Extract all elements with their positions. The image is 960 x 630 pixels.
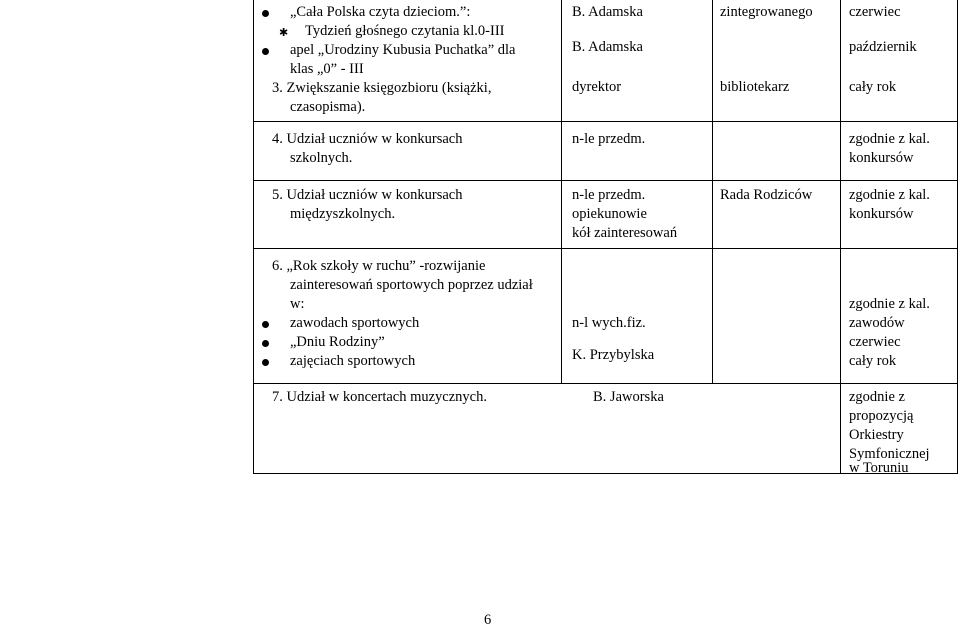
row7-task: 7. Udział w koncertach muzycznych. <box>272 389 487 405</box>
row-divider-2 <box>253 180 958 181</box>
row4-task-line2: szkolnych. <box>290 150 353 166</box>
row6-bullet1: zawodach sportowych <box>290 315 420 331</box>
row6-date-line3: czerwiec <box>849 334 901 350</box>
row5-date-line2: konkursów <box>849 206 914 222</box>
row6-responsible-line2: K. Przybylska <box>572 347 655 363</box>
row7-date-line3: Orkiestry <box>849 427 904 443</box>
row4-task-line1: 4. Udział uczniów w konkursach <box>272 131 463 147</box>
row-divider-4 <box>253 383 958 384</box>
bullet-icon <box>262 340 269 347</box>
row1-item3-line1: 3. Zwiększanie księgozbioru (książki, <box>272 80 492 96</box>
row1-date-a: czerwiec <box>849 4 901 20</box>
col-divider-3 <box>840 0 841 474</box>
row4-date-line2: konkursów <box>849 150 914 166</box>
row1-cooperation-c: bibliotekarz <box>720 79 790 95</box>
row6-task-line2: zainteresowań sportowych poprzez udział <box>290 277 533 293</box>
row-divider-3 <box>253 248 958 249</box>
row7-date-line1: zgodnie z <box>849 389 905 405</box>
bullet-icon <box>262 359 269 366</box>
row6-task-line1: 6. „Rok szkoły w ruchu” -rozwijanie <box>272 258 486 274</box>
col-divider-2 <box>712 0 713 383</box>
row5-responsible-line2: opiekunowie <box>572 206 647 222</box>
row1-star-text: Tydzień głośnego czytania kl.0-III <box>305 23 505 39</box>
row4-date-line1: zgodnie z kal. <box>849 131 930 147</box>
row6-bullet2: „Dniu Rodziny” <box>290 334 385 350</box>
row-divider-1 <box>253 121 958 122</box>
table-right-border <box>957 0 958 474</box>
row1-bullet1-text: „Cała Polska czyta dzieciom.”: <box>290 4 471 20</box>
page-number: 6 <box>484 612 492 628</box>
row5-task-line1: 5. Udział uczniów w konkursach <box>272 187 463 203</box>
row5-task-line2: międzyszkolnych. <box>290 206 396 222</box>
row1-bullet2-line1: apel „Urodziny Kubusia Puchatka” dla <box>290 42 516 58</box>
row6-date-line2: zawodów <box>849 315 905 331</box>
row1-item3-line2: czasopisma). <box>290 99 366 115</box>
row7-date-line4: Symfonicznej <box>849 446 930 462</box>
table-left-border <box>253 0 254 474</box>
row6-responsible-line1: n-l wych.fiz. <box>572 315 646 331</box>
bullet-icon <box>262 10 269 17</box>
row7-date-line5: w Toruniu <box>849 460 909 476</box>
row1-responsible-b: B. Adamska <box>572 39 643 55</box>
asterisk-icon: ✱ <box>279 27 289 39</box>
bullet-icon <box>262 48 269 55</box>
row7-date-line2: propozycją <box>849 408 914 424</box>
col-divider-1 <box>561 0 562 383</box>
row1-responsible-c: dyrektor <box>572 79 622 95</box>
row7-responsible: B. Jaworska <box>593 389 664 405</box>
row1-cooperation-a: zintegrowanego <box>720 4 813 20</box>
row6-date-line4: cały rok <box>849 353 897 369</box>
row5-responsible-line1: n-le przedm. <box>572 187 646 203</box>
row1-bullet2-line2: klas „0” - III <box>290 61 364 77</box>
bullet-icon <box>262 321 269 328</box>
row5-cooperation: Rada Rodziców <box>720 187 813 203</box>
row1-responsible-a: B. Adamska <box>572 4 643 20</box>
row1-date-b: październik <box>849 39 917 55</box>
row6-task-line3: w: <box>290 296 305 312</box>
row5-date-line1: zgodnie z kal. <box>849 187 930 203</box>
row5-responsible-line3: kół zainteresowań <box>572 225 678 241</box>
row6-bullet3: zajęciach sportowych <box>290 353 416 369</box>
row6-date-line1: zgodnie z kal. <box>849 296 930 312</box>
row4-responsible: n-le przedm. <box>572 131 646 147</box>
row1-date-c: cały rok <box>849 79 897 95</box>
